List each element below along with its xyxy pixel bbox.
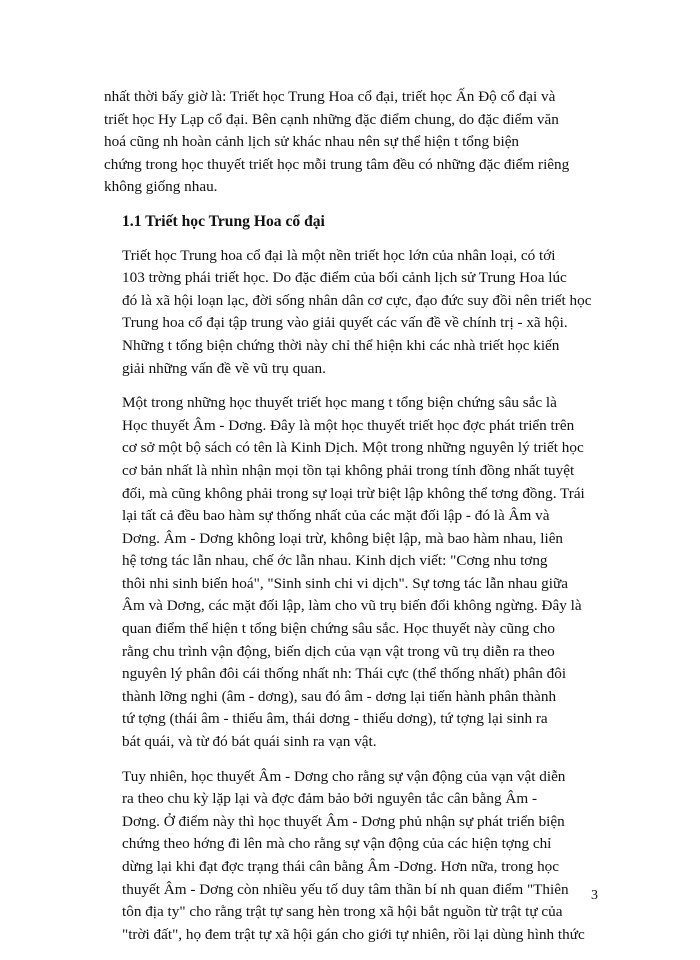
text-line: tứ tợng (thái âm - thiếu âm, thái dơng - thiếu dơng), tứ tợng lại sinh ra [122, 710, 548, 728]
text-line: dừng lại khi đạt đợc trạng thái cân bằng Âm -Dơng. Hơn nữa, trong học [122, 858, 560, 875]
text-line: Học thuyết Âm - Dơng. Đây là một học thuyết triết học đợc phát triển trên [122, 416, 575, 434]
text-line: triết học Hy Lạp cổ đại. Bên cạnh những đặc điểm chung, do đặc điểm văn [104, 110, 559, 128]
text-line: Trung hoa cổ đại tập trung vào giải quyết các vấn đề về chính trị - xã hội. [122, 314, 568, 332]
text-line: chứng theo hớng đi lên mà cho rằng sự vận động của các hiện tợng chỉ [122, 835, 552, 853]
body-paragraph [104, 766, 600, 947]
text-line: Âm và Dơng, các mặt đối lập, làm cho vũ trụ biến đổi không ngừng. Đây là [122, 597, 582, 615]
text-line: nguyên lý phân đôi cái thống nhất nh: Thái cực (thể thống nhất) phân đôi [122, 665, 567, 683]
text-line: tôn địa ty" cho rằng trật tự sang hèn trong xã hội bắt nguồn từ trật tự của [122, 903, 563, 921]
text-line: Những t tổng biện chứng thời này chỉ thể hiện khi các nhà triết học kiến [122, 336, 560, 354]
text-line: hệ tơng tác lẫn nhau, chế ớc lẫn nhau. Kinh dịch viết: "Cơng nhu tơng [122, 552, 548, 570]
text-line: Tuy nhiên, học thuyết Âm - Dơng cho rằng sự vận động của vạn vật diễn [122, 767, 566, 785]
text-line: không giống nhau. [104, 178, 218, 196]
text-line: hoá cũng nh hoàn cảnh lịch sử khác nhau nên sự thể hiện t tổng biện [104, 133, 520, 151]
page-number: 3 [591, 888, 598, 903]
text-line: cơ sở một bộ sách có tên là Kinh Dịch. Một trong những nguyên lý triết học [122, 439, 584, 457]
text-line: Triết học Trung hoa cổ đại là một nền triết học lớn của nhân loại, có tới [122, 246, 556, 264]
text-line: thành lỡng nghi (âm - dơng), sau đó âm - dơng lại tiến hành phân thành [122, 687, 557, 705]
text-line: Dơng. Ở điểm này thì học thuyết Âm - Dơng phủ nhận sự phát triển biện [122, 812, 565, 830]
text-line: Một trong những học thuyết triết học mang t tổng biện chứng sâu sắc là [122, 394, 557, 412]
text-line: ra theo chu kỳ lặp lại và đợc đảm bảo bởi nguyên tắc cân bằng Âm - [122, 790, 538, 808]
text-line: chứng trong học thuyết triết học mỗi trung tâm đều có những đặc điểm riêng [104, 155, 570, 173]
text-line: "trời đất", họ đem trật tự xã hội gán cho giới tự nhiên, rồi lại dùng hình thức [122, 925, 585, 943]
text-line: 103 trờng phái triết học. Do đặc điểm của bối cảnh lịch sử Trung Hoa lúc [122, 269, 567, 287]
body-paragraph [104, 245, 600, 381]
text-line: Dơng. Âm - Dơng không loại trừ, không biệt lập, mà bao hàm nhau, liên [122, 529, 564, 547]
text-line: quan điểm thể hiện t tổng biện chứng sâu sắc. Học thuyết này cũng cho [122, 620, 555, 638]
text-line: lại tất cả đều bao hàm sự thống nhất của các mặt đối lập - đó là Âm và [122, 507, 550, 525]
page-content [104, 86, 600, 958]
text-line: đối, mà cũng không phải trong sự loại trừ biệt lập không thể tơng đồng. Trái [122, 484, 585, 502]
text-line: cơ bản nhất là nhìn nhận mọi tồn tại không phải trong tính đồng nhất tuyệt [122, 461, 575, 479]
section-heading: 1.1 Triết học Trung Hoa cổ đại [122, 212, 325, 230]
text-line: rằng chu trình vận động, biến dịch của vạn vật trong vũ trụ diễn ra theo [122, 642, 555, 660]
text-line: bát quái, và từ đó bát quái sinh ra vạn vật. [122, 733, 377, 751]
text-line: đó là xã hội loạn lạc, đời sống nhân dân cơ cực, đạo đức suy đồi nên triết học [122, 291, 592, 309]
body-paragraph [104, 392, 600, 754]
text-line: thuyết Âm - Dơng còn nhiều yếu tố duy tâm thần bí nh quan điểm "Thiên [122, 880, 569, 898]
text-line: thôi nhi sinh biến hoá", "Sinh sinh chi vi dịch". Sự tơng tác lẫn nhau giữa [122, 574, 568, 592]
text-line: nhất thời bấy giờ là: Triết học Trung Hoa cổ đại, triết học Ấn Độ cổ đại và [104, 88, 556, 105]
body-paragraph [104, 86, 600, 199]
text-line: giải những vấn đề về vũ trụ quan. [122, 359, 326, 377]
